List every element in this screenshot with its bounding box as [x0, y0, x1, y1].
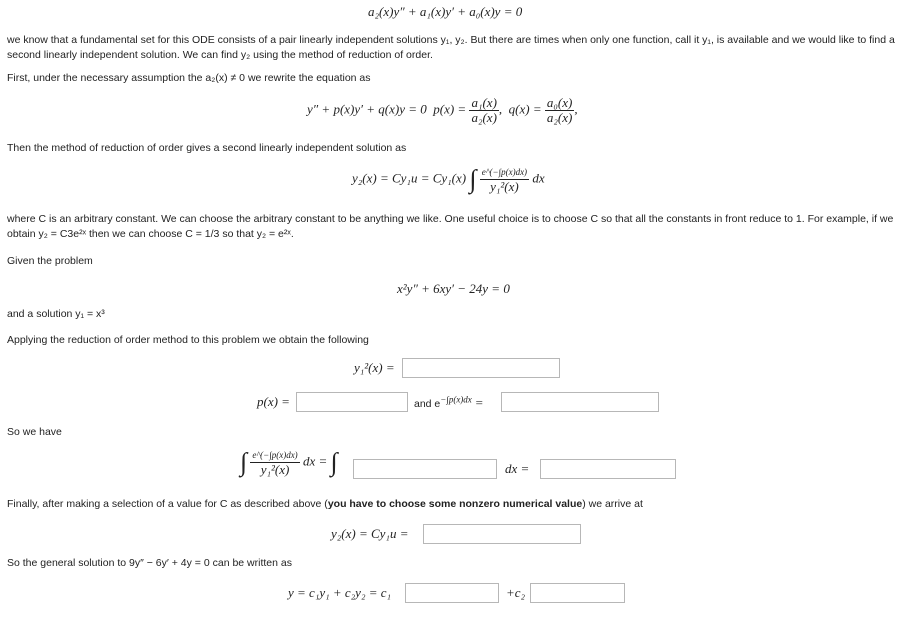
standard-form-lhs: y″ + p(x)y′ + q(x)y = 0	[307, 101, 427, 117]
exp-superscript: −∫p(x)dx	[440, 394, 472, 405]
integral-equation	[240, 448, 338, 477]
y2-formula-dx: dx	[532, 170, 545, 186]
finally-text-end: ) we arrive at	[582, 498, 643, 510]
p-input[interactable]	[296, 392, 408, 412]
finally-bold-note: you have to choose some nonzero numerical value	[327, 498, 583, 510]
exp-input[interactable]	[501, 392, 659, 412]
reduction-text: Then the method of reduction of order gives a second linearly independent solution as	[7, 142, 407, 154]
general-solution-text: So the general solution to 9y″ − 6y′ + 4y = 0 can be written as	[7, 557, 292, 569]
y2-formula-denominator: y₁²(x)	[490, 179, 519, 194]
p-numerator: a₁(x)	[471, 95, 497, 110]
p-definition-label: p(x) =	[433, 101, 467, 117]
c2-label: +c₂	[506, 585, 526, 600]
finally-text	[7, 497, 643, 512]
standard-form-equation: y″ + p(x)y′ + q(x)y = 0 p(x) = $\frac{\text{a₁(x)}}{\text{a₂(x)}}$ , q(x) = $\frac{\text{a₀(x)}}{\text{a₂(x)}}$ ,	[307, 95, 578, 125]
general-solution-label: y = c₁y₁ + c₂y₂ = c₁	[288, 585, 392, 600]
integral-numerator: e^(−∫p(x)dx)	[250, 448, 299, 463]
finally-text-start: Finally, after making a selection of a value for C as described above (	[7, 498, 328, 510]
y2-formula-lhs: y₂(x) = Cy₁u = Cy₁(x)	[352, 170, 467, 186]
problem-equation: x²y″ + 6xy′ − 24y = 0	[397, 281, 510, 296]
integral-result-input[interactable]	[540, 459, 676, 479]
y1-squared-input[interactable]	[402, 358, 560, 378]
q-denominator: a₂(x)	[546, 110, 573, 125]
arbitrary-constant-paragraph: where C is an arbitrary constant. We can choose the arbitrary constant to be anything we like. One useful choice is to choose C so that all the constants in front reduce to 1. For example, if we obtain y₂ = C3e²ˣ then we can choose C = 1/3 so that y₂ = e²ˣ.	[7, 213, 894, 240]
applying-text: Applying the reduction of order method to this problem we obtain the following	[7, 334, 369, 346]
y2-answer-label: y₂(x) = Cy₁u =	[331, 526, 409, 541]
q-definition-label: q(x) =	[508, 101, 542, 117]
y2-formula-fraction	[480, 165, 529, 194]
known-solution-text: and a solution y₁ = x³	[7, 308, 105, 320]
exp-equals: =	[474, 395, 484, 410]
integral-sign: ∫	[469, 164, 477, 194]
c2-term-input[interactable]	[530, 583, 625, 603]
integral-sign: ∫	[240, 447, 248, 477]
y2-input[interactable]	[423, 524, 581, 544]
integral-dx-label: dx =	[505, 461, 530, 476]
intro-paragraph: we know that a fundamental set for this ODE consists of a pair linearly independent solutions y₁, y₂. But there are times when only one function, call it y₁, is available and we would like to find a second linearly independent solution. We can find y₂ using the method of reduction of order.	[7, 34, 895, 61]
q-fraction	[545, 96, 574, 125]
q-numerator: a₀(x)	[546, 95, 573, 110]
y1-squared-label: y₁²(x) =	[354, 360, 395, 375]
integral-denominator: y₁²(x)	[260, 462, 290, 477]
y2-formula-numerator: e^(−∫p(x)dx)	[480, 165, 529, 180]
integral-fraction	[250, 448, 299, 477]
p-fraction	[469, 96, 498, 125]
and-e-text: and e	[414, 398, 441, 410]
p-denominator: a₂(x)	[471, 110, 497, 125]
general-ode-equation: a₂(x)y″ + a₁(x)y′ + a₀(x)y = 0	[368, 4, 523, 19]
so-we-have-text: So we have	[7, 426, 62, 438]
integral-sign: ∫	[330, 447, 338, 477]
c1-term-input[interactable]	[405, 583, 499, 603]
integrand-input[interactable]	[353, 459, 497, 479]
assumption-text: First, under the necessary assumption the a₂(x) ≠ 0 we rewrite the equation as	[7, 72, 371, 84]
y2-formula	[352, 165, 545, 194]
integral-dx-equals: dx =	[302, 453, 328, 469]
exp-label	[414, 395, 484, 411]
given-problem-text: Given the problem	[7, 255, 93, 267]
p-label: p(x) =	[257, 394, 290, 409]
